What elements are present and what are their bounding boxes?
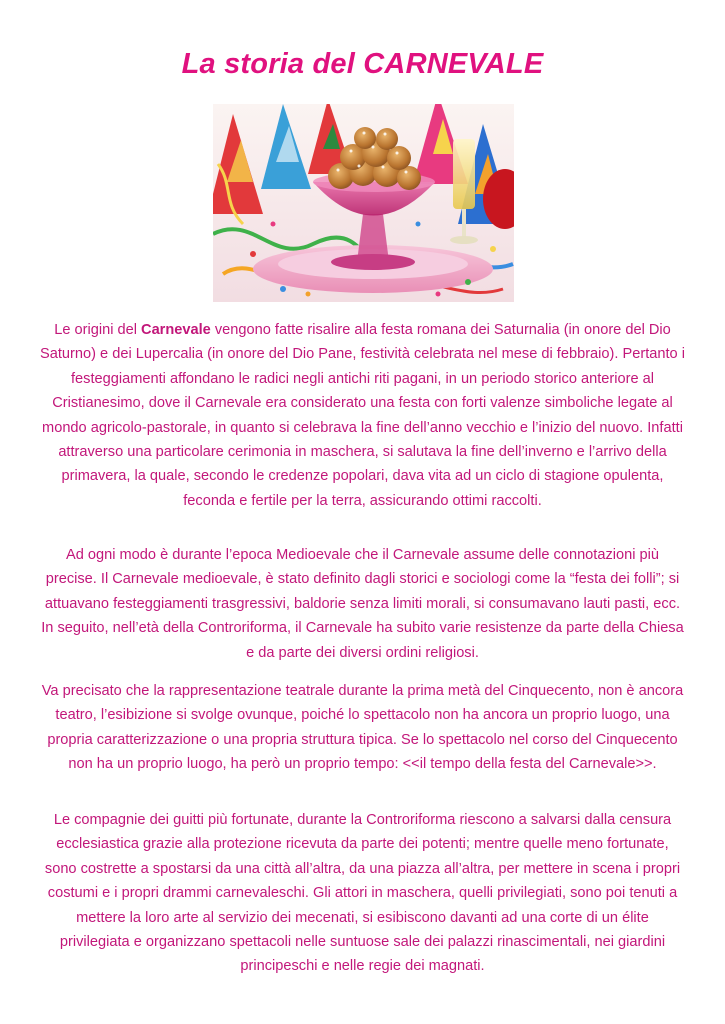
paragraph-3: Va precisato che la rappresentazione teatrale durante la prima metà del Cinquecento, non è ancora teatro, l’esibizione si svolge ovunque, poiché lo spettacolo non ha ancora un proprio luogo, una propria caratterizzazione o una propria struttura tipica. Se lo spettacolo nel corso del Cinquecento non ha un proprio luogo, ha però un proprio tempo: <<il tempo della festa del Carnevale>>. <box>41 683 684 773</box>
paragraph-4: Le compagnie dei guitti più fortunate, durante la Controriforma riescono a salvarsi dalla censura ecclesiastica grazie alla protezione ricevuta da parte dei potenti; mentre quelle meno fortunate, sono costrette a spostarsi da una città all’altra, da una piazza all’altra, per mettere in scena i propri costumi e i propri drammi carnevaleschi. Gli attori in maschera, quelli privilegiati, sono poi tenuti a mettere la loro arte al servizio dei mecenati, si esibiscono davanti ad una corte di un élite privilegiata e organizzano spettacoli nelle suntuose sale dei palazzi rinascimentali, nei giardini principeschi e nelle regie dei magnati. <box>44 812 681 975</box>
page-title: La storia del CARNEVALE <box>181 48 544 80</box>
carnival-photo-illustration <box>213 104 514 302</box>
paragraph-2: Ad ogni modo è durante l’epoca Medioevale che il Carnevale assume delle connotazioni più precise. Il Carnevale medioevale, è stato definito dagli storici e sociologi come la “festa dei folli”; si attuavano festeggiamenti trasgressivi, baldorie senza limiti morali, si consumavano lauti pasti, ecc. In seguito, nell’età della Controriforma, il Carnevale ha subito varie resistenze da parte della Chiesa e da parte dei diversi ordini religiosi. <box>41 547 684 661</box>
paragraph-1-start: Le origini del <box>54 322 142 338</box>
paragraph-1-bold-keyword: Carnevale <box>141 322 211 338</box>
paragraph-1-rest: vengono fatte risalire alla festa romana dei Saturnalia (in onore del Dio Saturno) e dei Lupercalia (in onore del Dio Pane, festività celebrata nel mese di febbraio). Pertanto i festeggiamenti affondano le radici negli antichi riti pagani, in un periodo storico anteriore al Cristianesimo, dove il Carnevale era considerato una festa con forti valenze simboliche legate al mondo agricolo-pastorale, in quanto si celebrava la fine dell’anno vecchio e l’inizio del nuovo. Infatti attraverso una particolare cerimonia in maschera, si salutava la fine dell’inverno e l’arrivo della primavera, la quale, secondo le credenze popolari, dava vita ad un ciclo di stagione opulenta, feconda e fertile per la terra, assicurando ottimi raccolti. <box>40 322 685 509</box>
carnival-photo <box>213 104 514 302</box>
paragraph-1 <box>40 318 685 513</box>
